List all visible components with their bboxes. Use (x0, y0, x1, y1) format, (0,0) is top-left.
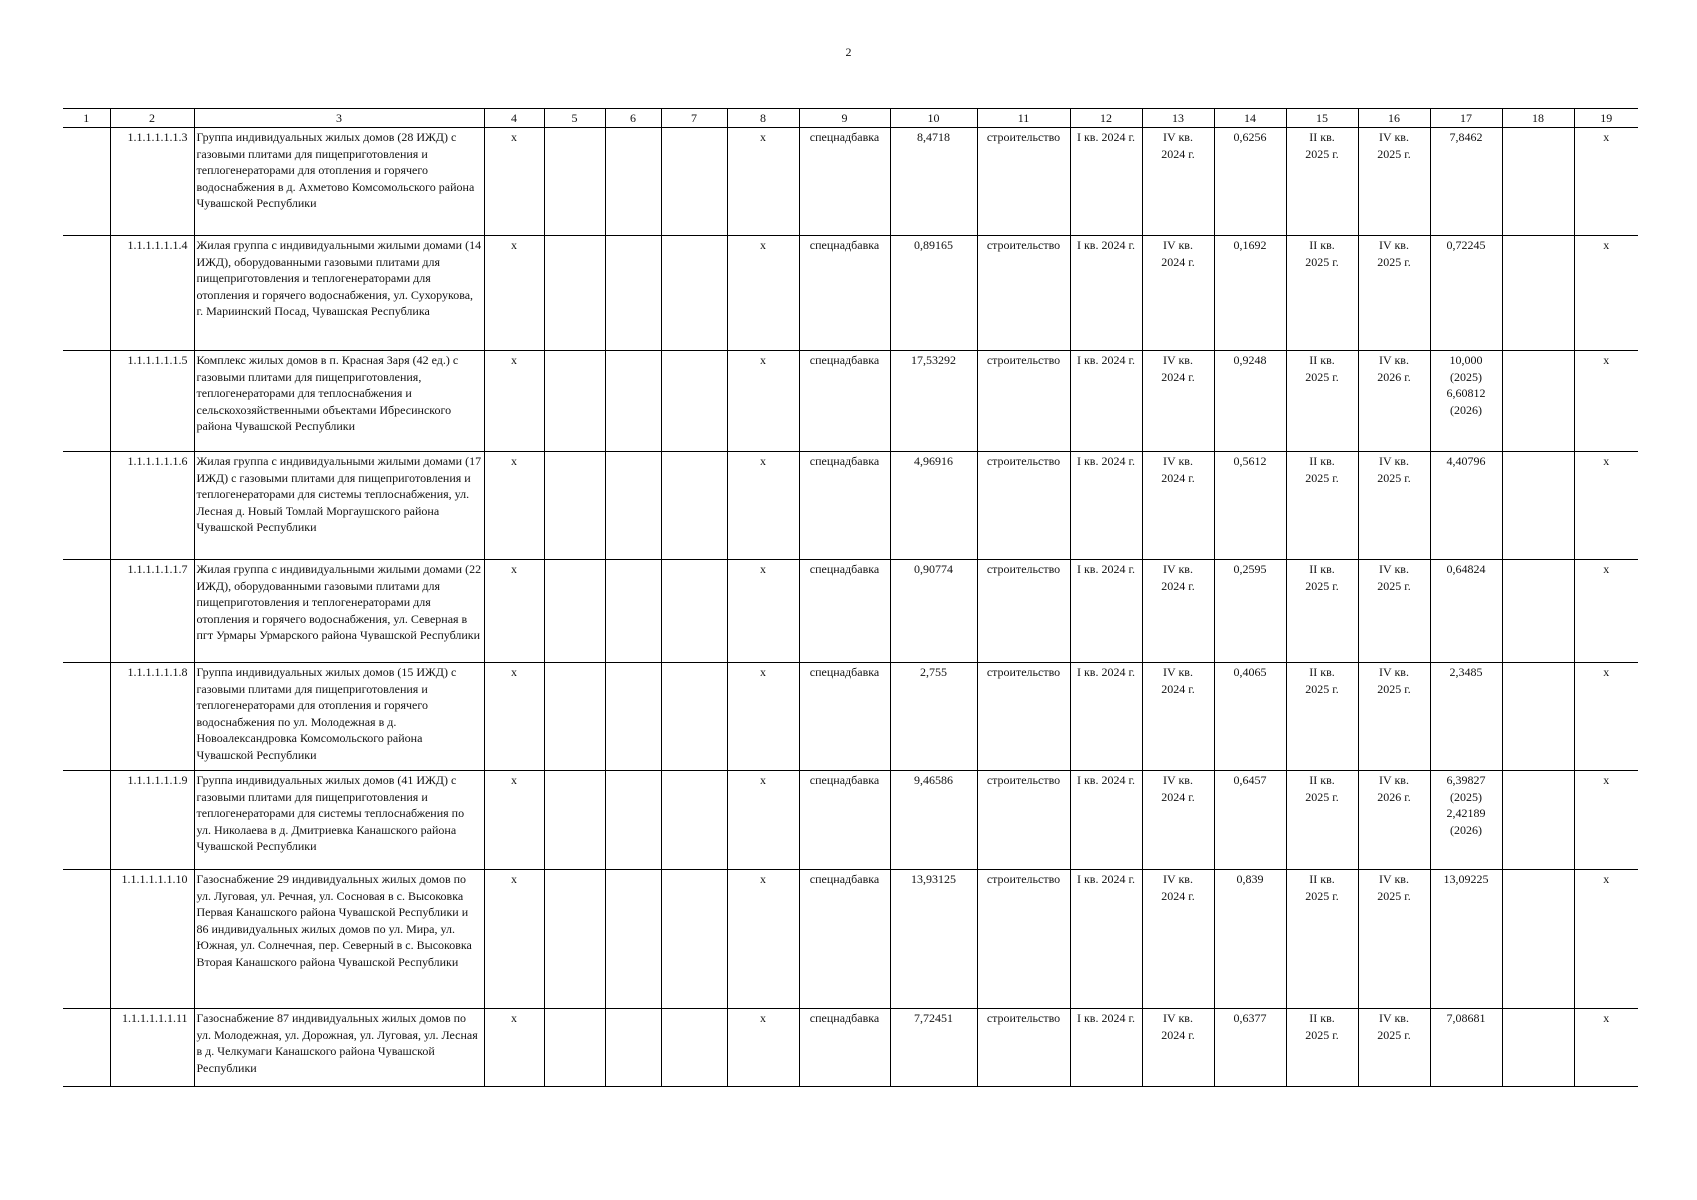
cell-col-16: IV кв. 2025 г. (1358, 1009, 1430, 1087)
cell-col-10: 0,90774 (890, 560, 977, 663)
cell-col-9: спецнадбавка (799, 663, 890, 771)
cell-col-17: 13,09225 (1430, 870, 1502, 1009)
cell-col-14: 0,6256 (1214, 128, 1286, 236)
table-row (63, 771, 1638, 870)
cell-col-15: II кв. 2025 г. (1286, 560, 1358, 663)
cell-col-12: I кв. 2024 г. (1070, 128, 1142, 236)
cell-col-12: I кв. 2024 г. (1070, 663, 1142, 771)
cell-col-10: 4,96916 (890, 452, 977, 560)
cell-col-8: х (727, 452, 799, 560)
cell-col-1 (63, 870, 110, 1009)
cell-col-4: х (484, 128, 544, 236)
column-number: 11 (977, 109, 1070, 128)
cell-col-17: 10,000 (2025) 6,60812 (2026) (1430, 351, 1502, 452)
cell-col-15: II кв. 2025 г. (1286, 236, 1358, 351)
cell-col-5 (544, 771, 605, 870)
cell-col-11: строительство (977, 351, 1070, 452)
cell-col-15: II кв. 2025 г. (1286, 452, 1358, 560)
cell-col-4: х (484, 236, 544, 351)
cell-col-16: IV кв. 2025 г. (1358, 452, 1430, 560)
row-description: Комплекс жилых домов в п. Красная Заря (42 ед.) с газовыми плитами для пищеприготовления, теплогенераторами для теплоснабжения и сельскохозяйственными объектами Ибресинского района Чувашской Республики (194, 351, 484, 452)
cell-col-9: спецнадбавка (799, 452, 890, 560)
cell-col-11: строительство (977, 560, 1070, 663)
cell-col-11: строительство (977, 870, 1070, 1009)
table-row (63, 1009, 1638, 1087)
cell-col-13: IV кв. 2024 г. (1142, 452, 1214, 560)
cell-col-17: 7,08681 (1430, 1009, 1502, 1087)
cell-col-19: х (1574, 560, 1638, 663)
row-code: 1.1.1.1.1.1.11 (110, 1009, 194, 1087)
cell-col-4: х (484, 771, 544, 870)
cell-col-17: 4,40796 (1430, 452, 1502, 560)
cell-col-1 (63, 771, 110, 870)
row-description: Жилая группа с индивидуальными жилыми домами (17 ИЖД) с газовыми плитами для пищеприготовления и теплогенераторами для системы теплоснабжения, ул. Лесная д. Новый Томлай Моргаушского района Чувашской Республики (194, 452, 484, 560)
cell-col-15: II кв. 2025 г. (1286, 351, 1358, 452)
cell-col-5 (544, 870, 605, 1009)
cell-col-9: спецнадбавка (799, 771, 890, 870)
row-code: 1.1.1.1.1.1.9 (110, 771, 194, 870)
cell-col-8: х (727, 663, 799, 771)
cell-col-17: 6,39827 (2025) 2,42189 (2026) (1430, 771, 1502, 870)
column-number: 12 (1070, 109, 1142, 128)
cell-col-12: I кв. 2024 г. (1070, 560, 1142, 663)
investment-program-table (63, 108, 1638, 1087)
cell-col-5 (544, 128, 605, 236)
column-number: 16 (1358, 109, 1430, 128)
cell-col-10: 7,72451 (890, 1009, 977, 1087)
row-code: 1.1.1.1.1.1.10 (110, 870, 194, 1009)
column-number: 9 (799, 109, 890, 128)
cell-col-13: IV кв. 2024 г. (1142, 663, 1214, 771)
cell-col-14: 0,9248 (1214, 351, 1286, 452)
cell-col-19: х (1574, 452, 1638, 560)
cell-col-12: I кв. 2024 г. (1070, 452, 1142, 560)
table-row (63, 870, 1638, 1009)
cell-col-4: х (484, 351, 544, 452)
cell-col-17: 2,3485 (1430, 663, 1502, 771)
row-description: Жилая группа с индивидуальными жилыми домами (22 ИЖД), оборудованными газовыми плитами для пищеприготовления и теплогенераторами для отопления и горячего водоснабжения, ул. Северная в пгт Урмары Урмарского района Чувашской Республики (194, 560, 484, 663)
cell-col-13: IV кв. 2024 г. (1142, 560, 1214, 663)
column-number: 3 (194, 109, 484, 128)
table-row (63, 128, 1638, 236)
cell-col-19: х (1574, 870, 1638, 1009)
cell-col-13: IV кв. 2024 г. (1142, 128, 1214, 236)
cell-col-16: IV кв. 2025 г. (1358, 870, 1430, 1009)
column-number: 10 (890, 109, 977, 128)
cell-col-11: строительство (977, 663, 1070, 771)
cell-col-15: II кв. 2025 г. (1286, 1009, 1358, 1087)
cell-col-7 (661, 351, 727, 452)
cell-col-16: IV кв. 2025 г. (1358, 128, 1430, 236)
cell-col-4: х (484, 1009, 544, 1087)
cell-col-18 (1502, 771, 1574, 870)
cell-col-16: IV кв. 2025 г. (1358, 236, 1430, 351)
cell-col-9: спецнадбавка (799, 560, 890, 663)
cell-col-15: II кв. 2025 г. (1286, 870, 1358, 1009)
column-number: 7 (661, 109, 727, 128)
cell-col-5 (544, 1009, 605, 1087)
cell-col-7 (661, 870, 727, 1009)
cell-col-7 (661, 663, 727, 771)
cell-col-9: спецнадбавка (799, 128, 890, 236)
cell-col-12: I кв. 2024 г. (1070, 351, 1142, 452)
cell-col-5 (544, 236, 605, 351)
cell-col-14: 0,4065 (1214, 663, 1286, 771)
cell-col-1 (63, 452, 110, 560)
cell-col-6 (605, 771, 661, 870)
cell-col-18 (1502, 560, 1574, 663)
cell-col-19: х (1574, 128, 1638, 236)
cell-col-15: II кв. 2025 г. (1286, 771, 1358, 870)
cell-col-10: 13,93125 (890, 870, 977, 1009)
cell-col-5 (544, 560, 605, 663)
cell-col-18 (1502, 351, 1574, 452)
cell-col-16: IV кв. 2025 г. (1358, 663, 1430, 771)
cell-col-7 (661, 452, 727, 560)
cell-col-18 (1502, 452, 1574, 560)
column-number: 4 (484, 109, 544, 128)
cell-col-15: II кв. 2025 г. (1286, 128, 1358, 236)
cell-col-18 (1502, 663, 1574, 771)
cell-col-7 (661, 128, 727, 236)
table-row (63, 351, 1638, 452)
cell-col-14: 0,1692 (1214, 236, 1286, 351)
cell-col-6 (605, 452, 661, 560)
cell-col-1 (63, 351, 110, 452)
cell-col-12: I кв. 2024 г. (1070, 771, 1142, 870)
cell-col-1 (63, 1009, 110, 1087)
cell-col-9: спецнадбавка (799, 351, 890, 452)
cell-col-6 (605, 560, 661, 663)
cell-col-19: х (1574, 771, 1638, 870)
cell-col-5 (544, 351, 605, 452)
cell-col-10: 2,755 (890, 663, 977, 771)
column-number: 15 (1286, 109, 1358, 128)
table-body (63, 128, 1638, 1087)
column-number: 8 (727, 109, 799, 128)
cell-col-11: строительство (977, 452, 1070, 560)
row-code: 1.1.1.1.1.1.3 (110, 128, 194, 236)
cell-col-18 (1502, 870, 1574, 1009)
cell-col-15: II кв. 2025 г. (1286, 663, 1358, 771)
cell-col-16: IV кв. 2026 г. (1358, 351, 1430, 452)
cell-col-10: 8,4718 (890, 128, 977, 236)
cell-col-18 (1502, 1009, 1574, 1087)
cell-col-14: 0,6377 (1214, 1009, 1286, 1087)
column-number: 14 (1214, 109, 1286, 128)
column-number: 1 (63, 109, 110, 128)
cell-col-17: 0,72245 (1430, 236, 1502, 351)
cell-col-13: IV кв. 2024 г. (1142, 351, 1214, 452)
cell-col-13: IV кв. 2024 г. (1142, 236, 1214, 351)
row-code: 1.1.1.1.1.1.5 (110, 351, 194, 452)
row-code: 1.1.1.1.1.1.4 (110, 236, 194, 351)
cell-col-14: 0,2595 (1214, 560, 1286, 663)
row-description: Газоснабжение 29 индивидуальных жилых домов по ул. Луговая, ул. Речная, ул. Сосновая в с. Высоковка Первая Канашского района Чувашской Республики и 86 индивидуальных жилых домов по ул. Мира, ул. Южная, ул. Солнечная, пер. Северный в с. Высоковка Вторая Канашского района Чувашской Республики (194, 870, 484, 1009)
cell-col-1 (63, 560, 110, 663)
cell-col-6 (605, 128, 661, 236)
cell-col-13: IV кв. 2024 г. (1142, 1009, 1214, 1087)
cell-col-8: х (727, 771, 799, 870)
table-row (63, 452, 1638, 560)
cell-col-5 (544, 452, 605, 560)
cell-col-6 (605, 1009, 661, 1087)
cell-col-6 (605, 351, 661, 452)
cell-col-5 (544, 663, 605, 771)
cell-col-7 (661, 771, 727, 870)
cell-col-19: х (1574, 351, 1638, 452)
column-number: 2 (110, 109, 194, 128)
cell-col-4: х (484, 452, 544, 560)
cell-col-10: 9,46586 (890, 771, 977, 870)
cell-col-18 (1502, 236, 1574, 351)
cell-col-6 (605, 870, 661, 1009)
cell-col-8: х (727, 236, 799, 351)
cell-col-4: х (484, 870, 544, 1009)
column-number: 13 (1142, 109, 1214, 128)
row-code: 1.1.1.1.1.1.7 (110, 560, 194, 663)
row-description: Группа индивидуальных жилых домов (15 ИЖД) с газовыми плитами для пищеприготовления и теплогенераторами для отопления и горячего водоснабжения по ул. Молодежная в д. Новоалександровка Комсомольского района Чувашской Республики (194, 663, 484, 771)
cell-col-19: х (1574, 236, 1638, 351)
table-row (63, 236, 1638, 351)
cell-col-7 (661, 560, 727, 663)
row-code: 1.1.1.1.1.1.8 (110, 663, 194, 771)
cell-col-17: 0,64824 (1430, 560, 1502, 663)
cell-col-8: х (727, 1009, 799, 1087)
cell-col-12: I кв. 2024 г. (1070, 870, 1142, 1009)
row-code: 1.1.1.1.1.1.6 (110, 452, 194, 560)
cell-col-14: 0,5612 (1214, 452, 1286, 560)
column-number: 19 (1574, 109, 1638, 128)
page-number: 2 (845, 45, 852, 59)
cell-col-8: х (727, 128, 799, 236)
cell-col-6 (605, 663, 661, 771)
cell-col-11: строительство (977, 1009, 1070, 1087)
cell-col-7 (661, 1009, 727, 1087)
row-description: Группа индивидуальных жилых домов (28 ИЖД) с газовыми плитами для пищеприготовления и теплогенераторами для отопления и горячего водоснабжения в д. Ахметово Комсомольского района Чувашской Республики (194, 128, 484, 236)
cell-col-18 (1502, 128, 1574, 236)
cell-col-17: 7,8462 (1430, 128, 1502, 236)
table-row (63, 560, 1638, 663)
row-description: Группа индивидуальных жилых домов (41 ИЖД) с газовыми плитами для пищеприготовления и теплогенераторами для системы теплоснабжения по ул. Николаева в д. Дмитриевка Канашского района Чувашской Республики (194, 771, 484, 870)
column-number: 6 (605, 109, 661, 128)
cell-col-14: 0,839 (1214, 870, 1286, 1009)
cell-col-7 (661, 236, 727, 351)
cell-col-13: IV кв. 2024 г. (1142, 870, 1214, 1009)
cell-col-11: строительство (977, 236, 1070, 351)
cell-col-8: х (727, 560, 799, 663)
cell-col-12: I кв. 2024 г. (1070, 1009, 1142, 1087)
column-number: 17 (1430, 109, 1502, 128)
cell-col-1 (63, 663, 110, 771)
cell-col-14: 0,6457 (1214, 771, 1286, 870)
column-number: 5 (544, 109, 605, 128)
cell-col-9: спецнадбавка (799, 1009, 890, 1087)
cell-col-1 (63, 128, 110, 236)
cell-col-10: 17,53292 (890, 351, 977, 452)
cell-col-16: IV кв. 2025 г. (1358, 560, 1430, 663)
row-description: Жилая группа с индивидуальными жилыми домами (14 ИЖД), оборудованными газовыми плитами для пищеприготовления и теплогенераторами для отопления и горячего водоснабжения, ул. Сухорукова, г. Мариинский Посад, Чувашская Республика (194, 236, 484, 351)
cell-col-13: IV кв. 2024 г. (1142, 771, 1214, 870)
cell-col-10: 0,89165 (890, 236, 977, 351)
cell-col-16: IV кв. 2026 г. (1358, 771, 1430, 870)
table-row (63, 663, 1638, 771)
column-number: 18 (1502, 109, 1574, 128)
cell-col-9: спецнадбавка (799, 870, 890, 1009)
cell-col-1 (63, 236, 110, 351)
cell-col-8: х (727, 351, 799, 452)
column-number-row (63, 109, 1638, 128)
cell-col-4: х (484, 560, 544, 663)
cell-col-6 (605, 236, 661, 351)
cell-col-11: строительство (977, 771, 1070, 870)
cell-col-19: х (1574, 663, 1638, 771)
cell-col-8: х (727, 870, 799, 1009)
cell-col-4: х (484, 663, 544, 771)
cell-col-9: спецнадбавка (799, 236, 890, 351)
cell-col-19: х (1574, 1009, 1638, 1087)
row-description: Газоснабжение 87 индивидуальных жилых домов по ул. Молодежная, ул. Дорожная, ул. Луговая, ул. Лесная в д. Челкумаги Канашского района Чувашской Республики (194, 1009, 484, 1087)
cell-col-12: I кв. 2024 г. (1070, 236, 1142, 351)
cell-col-11: строительство (977, 128, 1070, 236)
